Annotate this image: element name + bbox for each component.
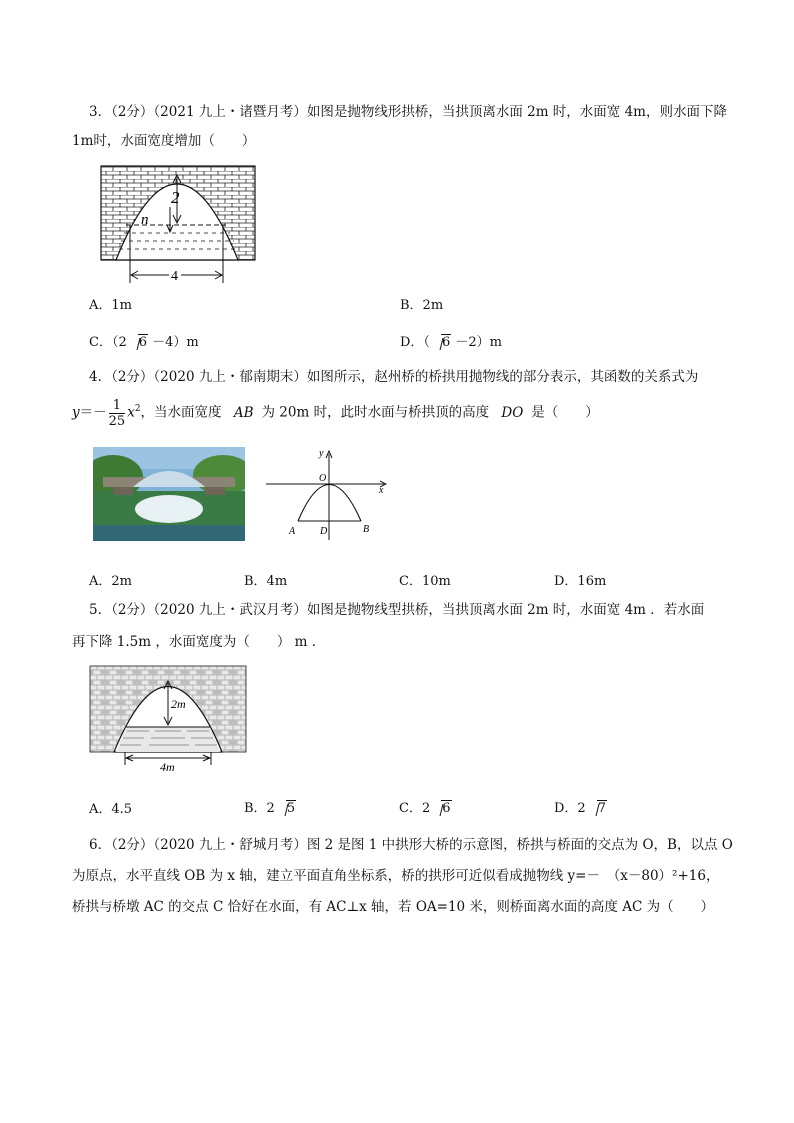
q4-graph-d-label: D (320, 526, 328, 537)
q5-height-label: 2m (171, 697, 186, 711)
q4-eq-exp: 2 (134, 404, 141, 414)
q3-option-c-suffix: －4）m (148, 335, 199, 350)
q4-text-c: 是（ ） (531, 404, 599, 421)
q4-var-ab: AB (233, 404, 254, 421)
q3-bridge-figure (99, 163, 259, 285)
q4-line2 (72, 394, 599, 429)
q4-graph-y-label: y (319, 448, 324, 459)
q4-parabola-graph (262, 446, 392, 542)
q5-option-b-sqrt: 5 (277, 801, 296, 816)
q4-option-c[interactable]: C．10m (399, 574, 451, 589)
q5-line2: 再下降 1.5m ，水面宽度为（ ） m ． (72, 634, 326, 650)
q5-option-d-sqrt: 7 (588, 801, 607, 816)
q5-line1: 5．（2分）（2020 九上・武汉月考）如图是抛物线型拱桥，当拱顶离水面 2m 时，水面宽 4m ．若水面 (89, 602, 705, 618)
q3-option-c-prefix: C．（2 (89, 335, 127, 350)
q5-option-c-prefix: C．2 (399, 801, 431, 816)
q3-option-d-suffix: －2）m (451, 335, 502, 350)
q3-option-c-sqrt: 6 (129, 335, 148, 350)
q3-option-a[interactable]: A．1m (89, 298, 132, 313)
q6-line2: 为原点，水平直线 OB 为 x 轴，建立平面直角坐标系，桥的拱形可近似看成抛物线 y=－ （x－80）²+16， (72, 868, 720, 884)
q4-text-b: 为 20m 时，此时水面与桥拱顶的高度 (261, 404, 490, 421)
q4-graph-x-label: x (379, 485, 384, 496)
q3-line1: 3．（2分）（2021 九上・诸暨月考）如图是抛物线形拱桥，当拱顶离水面 2m 时，水面宽 4m，则水面下降 (89, 104, 727, 120)
q4-option-d[interactable]: D．16m (554, 574, 607, 589)
q6-line3: 桥拱与桥墩 AC 的交点 C 恰好在水面，有 AC⊥x 轴，若 OA=10 米，则桥面离水面的高度 AC 为（ ） (72, 899, 715, 915)
q5-option-d[interactable] (554, 797, 607, 816)
q3-line2: 1m时，水面宽度增加（ ） (72, 133, 256, 149)
q5-option-c[interactable] (399, 797, 452, 816)
q4-line1: 4．（2分）（2020 九上・郁南期末）如图所示，赵州桥的桥拱用抛物线的部分表示，其函数的关系式为 (89, 369, 699, 385)
q3-width-label: 4 (171, 269, 178, 284)
q4-graph-b-label: B (363, 524, 370, 535)
q4-eq-x: x (127, 404, 135, 421)
q4-graph-a-label: A (289, 526, 296, 537)
q6-line1: 6．（2分）（2020 九上・舒城月考）图 2 是图 1 中拱形大桥的示意图，桥拱与桥面的交点为 O，B，以点 O (89, 837, 733, 853)
q5-bridge-figure (89, 665, 247, 775)
q5-option-b-prefix: B．2 (244, 801, 275, 816)
q4-graph-o-label: O (319, 473, 327, 484)
q5-option-c-sqrt: 6 (432, 801, 451, 816)
q5-width-label: 4m (160, 760, 175, 774)
q3-option-d-prefix: D．（ (400, 335, 430, 350)
q3-option-d[interactable] (400, 331, 502, 350)
q3-option-d-sqrt: 6 (432, 335, 451, 350)
q5-option-a[interactable]: A．4.5 (89, 802, 133, 817)
q4-option-a[interactable]: A．2m (89, 574, 132, 589)
q3-option-c[interactable] (89, 331, 199, 350)
q5-option-b[interactable] (244, 797, 296, 816)
q4-eq-sign: ＝－ (79, 404, 107, 421)
q4-var-do: DO (501, 404, 524, 421)
zhaozhou-bridge-photo (93, 447, 245, 541)
q4-eq-fraction: $\frac{1}{25}$ (108, 397, 126, 429)
q3-option-b[interactable]: B．2m (400, 298, 444, 313)
q4-eq-y: y (72, 404, 80, 421)
q3-height-label: 2 (171, 188, 180, 207)
q5-option-d-prefix: D．2 (554, 801, 586, 816)
q3-drop-label: n (141, 212, 149, 228)
q4-option-b[interactable]: B．4m (244, 574, 288, 589)
q4-text-a: ，当水面宽度 (140, 404, 222, 421)
